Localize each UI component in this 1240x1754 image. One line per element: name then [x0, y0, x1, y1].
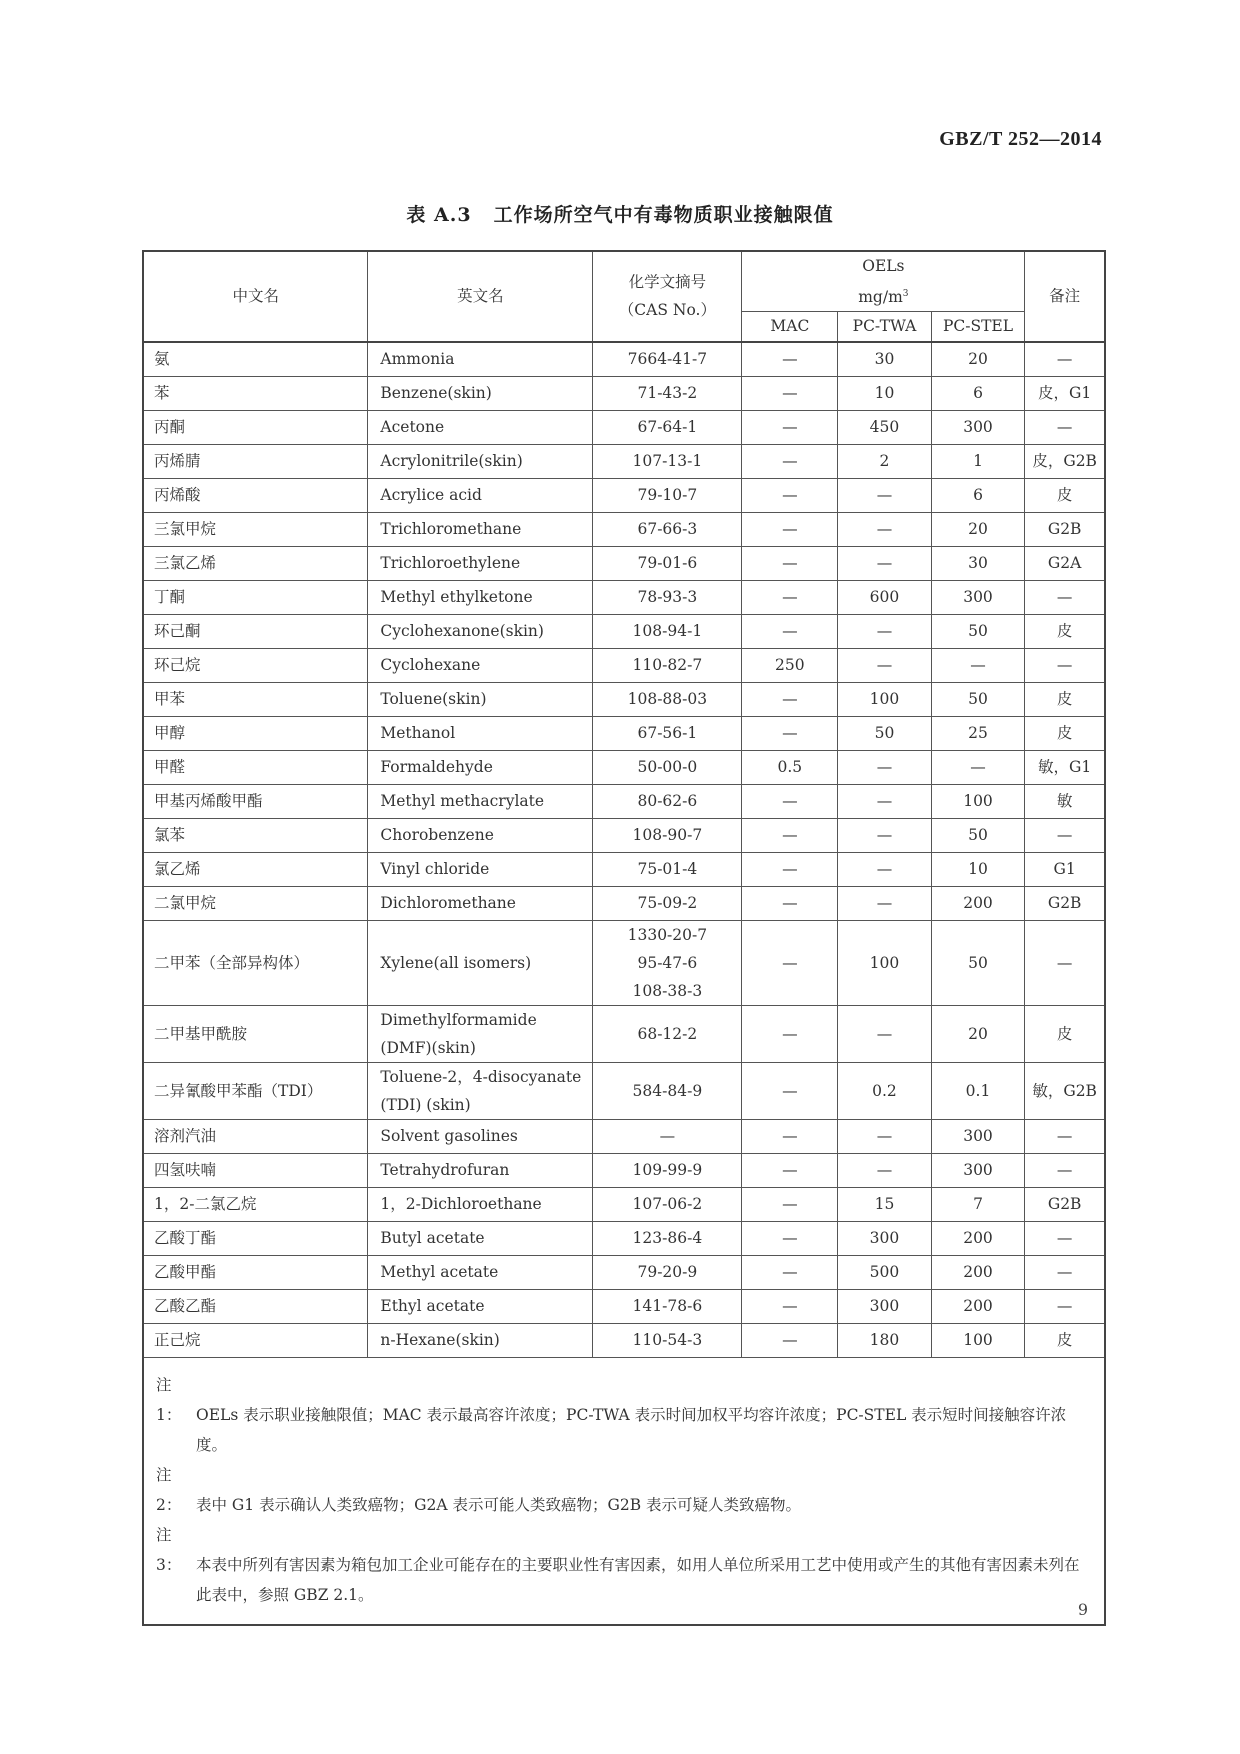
cell-cas: 67-56-1: [593, 716, 742, 750]
cell-stel: —: [931, 648, 1025, 682]
oel-table: [142, 250, 1106, 1626]
cell-mac: —: [742, 444, 838, 478]
cell-cas: [593, 920, 742, 1005]
cell-en-name: Trichloroethylene: [368, 546, 593, 580]
table-row: [143, 920, 1105, 1005]
cell-en-name: Chorobenzene: [368, 818, 593, 852]
cell-cas: 50-00-0: [593, 750, 742, 784]
cell-en-name: Cyclohexanone(skin): [368, 614, 593, 648]
cell-cas: 584-84-9: [593, 1062, 742, 1119]
table-row: [143, 682, 1105, 716]
table-row: [143, 750, 1105, 784]
cell-twa: —: [838, 546, 932, 580]
cell-en-name: Solvent gasolines: [368, 1119, 593, 1153]
cell-mac: —: [742, 1119, 838, 1153]
page-number: 9: [1077, 1600, 1088, 1619]
header-unit: [746, 280, 1020, 311]
cell-stel: 50: [931, 682, 1025, 716]
cell-twa: —: [838, 614, 932, 648]
cell-mac: —: [742, 1062, 838, 1119]
note-text: OELs 表示职业接触限值；MAC 表示最高容许浓度；PC-TWA 表示时间加权平均容许浓度；PC-STEL 表示短时间接触容许浓度。: [196, 1405, 1067, 1454]
cell-mac: —: [742, 342, 838, 377]
table-row: [143, 886, 1105, 920]
cell-mac: 250: [742, 648, 838, 682]
cell-twa: —: [838, 1005, 932, 1062]
cell-zh-name: 甲基丙烯酸甲酯: [143, 784, 368, 818]
cell-cas-line: 1330-20-7: [627, 925, 708, 944]
table-number: 表 A.3: [406, 204, 472, 226]
cell-zh-name: 环己烷: [143, 648, 368, 682]
cell-cas: 80-62-6: [593, 784, 742, 818]
cell-remark: —: [1025, 1221, 1105, 1255]
cell-en-name: Methyl methacrylate: [368, 784, 593, 818]
cell-en-name-line: Toluene-2，4-disocyanate: [380, 1067, 582, 1086]
table-row: [143, 818, 1105, 852]
cell-cas: 123-86-4: [593, 1221, 742, 1255]
header-unit-sup: 3: [902, 289, 909, 299]
cell-stel: 10: [931, 852, 1025, 886]
cell-en-name: 1，2-Dichloroethane: [368, 1187, 593, 1221]
cell-cas: 108-94-1: [593, 614, 742, 648]
table-row: [143, 1187, 1105, 1221]
table-row: [143, 716, 1105, 750]
cell-twa: 0.2: [838, 1062, 932, 1119]
table-row: [143, 1119, 1105, 1153]
cell-zh-name: 丙烯腈: [143, 444, 368, 478]
cell-en-name: Cyclohexane: [368, 648, 593, 682]
cell-twa: —: [838, 750, 932, 784]
header-unit-text: mg/m: [858, 288, 903, 307]
table-row: [143, 614, 1105, 648]
header-stel: PC-STEL: [931, 312, 1025, 342]
cell-remark: G2B: [1025, 1187, 1105, 1221]
header-zh-name: 中文名: [143, 251, 368, 342]
cell-remark: —: [1025, 920, 1105, 1005]
header-twa: PC-TWA: [838, 312, 932, 342]
cell-cas: 79-10-7: [593, 478, 742, 512]
cell-cas-line: 95-47-6: [637, 953, 698, 972]
cell-twa: 300: [838, 1289, 932, 1323]
cell-twa: —: [838, 512, 932, 546]
cell-cas: 75-01-4: [593, 852, 742, 886]
cell-en-name: Benzene(skin): [368, 376, 593, 410]
cell-twa: 2: [838, 444, 932, 478]
table-row: [143, 478, 1105, 512]
cell-stel: 25: [931, 716, 1025, 750]
cell-zh-name: 溶剂汽油: [143, 1119, 368, 1153]
cell-zh-name: 正己烷: [143, 1323, 368, 1357]
cell-stel: 20: [931, 1005, 1025, 1062]
cell-mac: —: [742, 716, 838, 750]
cell-remark: 敏: [1025, 784, 1105, 818]
cell-stel: 50: [931, 614, 1025, 648]
cell-twa: 300: [838, 1221, 932, 1255]
cell-twa: —: [838, 478, 932, 512]
cell-remark: —: [1025, 818, 1105, 852]
table-row: [143, 546, 1105, 580]
cell-mac: —: [742, 1323, 838, 1357]
cell-stel: 20: [931, 342, 1025, 377]
cell-stel: 200: [931, 886, 1025, 920]
header-remark: 备注: [1025, 251, 1105, 342]
table-title: [0, 200, 1240, 227]
cell-mac: —: [742, 1187, 838, 1221]
table-notes: [143, 1357, 1105, 1625]
header-oels-label: OELs: [862, 257, 905, 275]
cell-zh-name: 二氯甲烷: [143, 886, 368, 920]
cell-remark: —: [1025, 342, 1105, 377]
cell-twa: 600: [838, 580, 932, 614]
header-cas-line1: 化学文摘号: [628, 273, 707, 292]
cell-mac: —: [742, 1289, 838, 1323]
cell-twa: 50: [838, 716, 932, 750]
cell-zh-name: 四氢呋喃: [143, 1153, 368, 1187]
table-title-text: 工作场所空气中有毒物质职业接触限值: [493, 204, 834, 226]
cell-mac: —: [742, 546, 838, 580]
table-row: [143, 1005, 1105, 1062]
table-row: [143, 410, 1105, 444]
cell-en-name: Acetone: [368, 410, 593, 444]
cell-en-name: Tetrahydrofuran: [368, 1153, 593, 1187]
cell-cas: 109-99-9: [593, 1153, 742, 1187]
cell-en-name: Methanol: [368, 716, 593, 750]
cell-twa: —: [838, 648, 932, 682]
cell-en-name: n-Hexane(skin): [368, 1323, 593, 1357]
table-row: [143, 376, 1105, 410]
cell-stel: 200: [931, 1221, 1025, 1255]
header-mac: MAC: [742, 312, 838, 342]
note-label: 注 1：: [156, 1375, 182, 1424]
cell-cas: 107-06-2: [593, 1187, 742, 1221]
cell-cas: 67-66-3: [593, 512, 742, 546]
cell-stel: 7: [931, 1187, 1025, 1221]
cell-mac: —: [742, 818, 838, 852]
cell-twa: 100: [838, 920, 932, 1005]
cell-cas: 7664-41-7: [593, 342, 742, 377]
cell-zh-name: 1，2-二氯乙烷: [143, 1187, 368, 1221]
note-2: [156, 1460, 1090, 1520]
cell-stel: 6: [931, 478, 1025, 512]
cell-remark: —: [1025, 1153, 1105, 1187]
cell-en-name: Ethyl acetate: [368, 1289, 593, 1323]
cell-stel: 1: [931, 444, 1025, 478]
cell-twa: —: [838, 1153, 932, 1187]
cell-mac: —: [742, 1221, 838, 1255]
cell-cas-line: 108-38-3: [632, 981, 703, 1000]
cell-cas: 107-13-1: [593, 444, 742, 478]
cell-zh-name: 氯乙烯: [143, 852, 368, 886]
header-cas: [593, 251, 742, 342]
cell-zh-name: 二甲基甲酰胺: [143, 1005, 368, 1062]
note-1: [156, 1370, 1090, 1460]
table-row: [143, 1323, 1105, 1357]
cell-twa: 100: [838, 682, 932, 716]
table-row: [143, 1289, 1105, 1323]
cell-stel: 0.1: [931, 1062, 1025, 1119]
cell-cas: 110-54-3: [593, 1323, 742, 1357]
cell-cas: 79-01-6: [593, 546, 742, 580]
cell-remark: 皮: [1025, 1323, 1105, 1357]
cell-remark: —: [1025, 1119, 1105, 1153]
cell-stel: 30: [931, 546, 1025, 580]
cell-remark: G1: [1025, 852, 1105, 886]
cell-zh-name: 甲醛: [143, 750, 368, 784]
cell-cas: —: [593, 1119, 742, 1153]
cell-mac: —: [742, 784, 838, 818]
cell-mac: —: [742, 886, 838, 920]
cell-mac: —: [742, 920, 838, 1005]
cell-twa: 10: [838, 376, 932, 410]
cell-mac: —: [742, 376, 838, 410]
table-row: [143, 852, 1105, 886]
cell-mac: —: [742, 852, 838, 886]
cell-twa: 30: [838, 342, 932, 377]
cell-stel: 300: [931, 410, 1025, 444]
cell-mac: —: [742, 478, 838, 512]
note-label: 注 3：: [156, 1525, 182, 1574]
cell-mac: —: [742, 1255, 838, 1289]
cell-en-name: Formaldehyde: [368, 750, 593, 784]
cell-remark: 皮: [1025, 614, 1105, 648]
cell-remark: —: [1025, 580, 1105, 614]
cell-remark: G2A: [1025, 546, 1105, 580]
cell-zh-name: 丙烯酸: [143, 478, 368, 512]
table-row: [143, 1221, 1105, 1255]
cell-cas: 108-90-7: [593, 818, 742, 852]
cell-zh-name: 三氯甲烷: [143, 512, 368, 546]
cell-mac: —: [742, 580, 838, 614]
header-oels: [742, 251, 1025, 312]
cell-twa: —: [838, 886, 932, 920]
cell-mac: —: [742, 682, 838, 716]
cell-mac: —: [742, 410, 838, 444]
cell-remark: 皮，G2B: [1025, 444, 1105, 478]
cell-remark: G2B: [1025, 512, 1105, 546]
cell-zh-name: 氯苯: [143, 818, 368, 852]
cell-remark: 皮，G1: [1025, 376, 1105, 410]
cell-twa: 450: [838, 410, 932, 444]
table-row: [143, 784, 1105, 818]
cell-zh-name: 乙酸乙酯: [143, 1289, 368, 1323]
table-row: [143, 1255, 1105, 1289]
cell-zh-name: 氨: [143, 342, 368, 377]
cell-cas: 71-43-2: [593, 376, 742, 410]
table-row: [143, 1062, 1105, 1119]
header-en-name: 英文名: [368, 251, 593, 342]
cell-en-name: Vinyl chloride: [368, 852, 593, 886]
note-3: [156, 1520, 1090, 1610]
cell-zh-name: 三氯乙烯: [143, 546, 368, 580]
cell-en-name: Ammonia: [368, 342, 593, 377]
cell-en-name: Xylene(all isomers): [368, 920, 593, 1005]
cell-cas: 75-09-2: [593, 886, 742, 920]
cell-zh-name: 乙酸甲酯: [143, 1255, 368, 1289]
table-row: [143, 444, 1105, 478]
cell-cas: 67-64-1: [593, 410, 742, 444]
cell-mac: 0.5: [742, 750, 838, 784]
cell-en-name: Methyl acetate: [368, 1255, 593, 1289]
cell-twa: —: [838, 784, 932, 818]
cell-en-name: Toluene(skin): [368, 682, 593, 716]
cell-zh-name: 乙酸丁酯: [143, 1221, 368, 1255]
cell-stel: 100: [931, 1323, 1025, 1357]
cell-cas: 79-20-9: [593, 1255, 742, 1289]
cell-en-name-line: (TDI) (skin): [380, 1095, 471, 1114]
cell-en-name: Butyl acetate: [368, 1221, 593, 1255]
cell-cas: 141-78-6: [593, 1289, 742, 1323]
cell-remark: 敏，G2B: [1025, 1062, 1105, 1119]
cell-cas: 68-12-2: [593, 1005, 742, 1062]
cell-zh-name: 环己酮: [143, 614, 368, 648]
cell-twa: —: [838, 852, 932, 886]
cell-stel: 6: [931, 376, 1025, 410]
cell-stel: 200: [931, 1255, 1025, 1289]
cell-stel: 300: [931, 580, 1025, 614]
cell-mac: —: [742, 512, 838, 546]
cell-remark: —: [1025, 648, 1105, 682]
cell-cas: 78-93-3: [593, 580, 742, 614]
cell-twa: 180: [838, 1323, 932, 1357]
cell-zh-name: 丁酮: [143, 580, 368, 614]
cell-stel: 50: [931, 920, 1025, 1005]
cell-twa: 500: [838, 1255, 932, 1289]
cell-stel: 300: [931, 1119, 1025, 1153]
cell-en-name: [368, 1005, 593, 1062]
table-row: [143, 1153, 1105, 1187]
cell-en-name: Acrylice acid: [368, 478, 593, 512]
cell-stel: —: [931, 750, 1025, 784]
cell-en-name-line: (DMF)(skin): [380, 1038, 476, 1057]
cell-en-name: Methyl ethylketone: [368, 580, 593, 614]
cell-twa: —: [838, 1119, 932, 1153]
cell-stel: 20: [931, 512, 1025, 546]
cell-mac: —: [742, 1005, 838, 1062]
table-row: [143, 648, 1105, 682]
cell-en-name-line: Dimethylformamide: [380, 1010, 537, 1029]
cell-twa: —: [838, 818, 932, 852]
header-cas-line2: （CAS No.）: [618, 301, 716, 320]
cell-remark: G2B: [1025, 886, 1105, 920]
table-body: [143, 342, 1105, 1358]
cell-cas: 110-82-7: [593, 648, 742, 682]
cell-zh-name: 甲苯: [143, 682, 368, 716]
cell-remark: 皮: [1025, 682, 1105, 716]
table-row: [143, 512, 1105, 546]
cell-remark: —: [1025, 1289, 1105, 1323]
cell-zh-name: 丙酮: [143, 410, 368, 444]
table-row: [143, 342, 1105, 377]
cell-remark: 皮: [1025, 1005, 1105, 1062]
cell-en-name: Dichloromethane: [368, 886, 593, 920]
cell-stel: 100: [931, 784, 1025, 818]
cell-zh-name: 二异氰酸甲苯酯（TDI）: [143, 1062, 368, 1119]
cell-zh-name: 二甲苯（全部异构体）: [143, 920, 368, 1005]
cell-remark: 敏，G1: [1025, 750, 1105, 784]
cell-stel: 50: [931, 818, 1025, 852]
cell-en-name: Acrylonitrile(skin): [368, 444, 593, 478]
cell-en-name: [368, 1062, 593, 1119]
cell-remark: 皮: [1025, 716, 1105, 750]
cell-mac: —: [742, 614, 838, 648]
cell-en-name: Trichloromethane: [368, 512, 593, 546]
cell-stel: 300: [931, 1153, 1025, 1187]
note-label: 注 2：: [156, 1465, 182, 1514]
table-row: [143, 580, 1105, 614]
cell-stel: 200: [931, 1289, 1025, 1323]
cell-remark: 皮: [1025, 478, 1105, 512]
cell-twa: 15: [838, 1187, 932, 1221]
cell-remark: —: [1025, 410, 1105, 444]
cell-cas: 108-88-03: [593, 682, 742, 716]
standard-code: GBZ/T 252—2014: [939, 128, 1102, 150]
cell-zh-name: 苯: [143, 376, 368, 410]
cell-remark: —: [1025, 1255, 1105, 1289]
note-text: 表中 G1 表示确认人类致癌物；G2A 表示可能人类致癌物；G2B 表示可疑人类致癌物。: [196, 1495, 802, 1514]
note-text: 本表中所列有害因素为箱包加工企业可能存在的主要职业性有害因素，如用人单位所采用工艺中使用或产生的其他有害因素未列在此表中，参照 GBZ 2.1。: [196, 1555, 1080, 1604]
cell-mac: —: [742, 1153, 838, 1187]
cell-zh-name: 甲醇: [143, 716, 368, 750]
